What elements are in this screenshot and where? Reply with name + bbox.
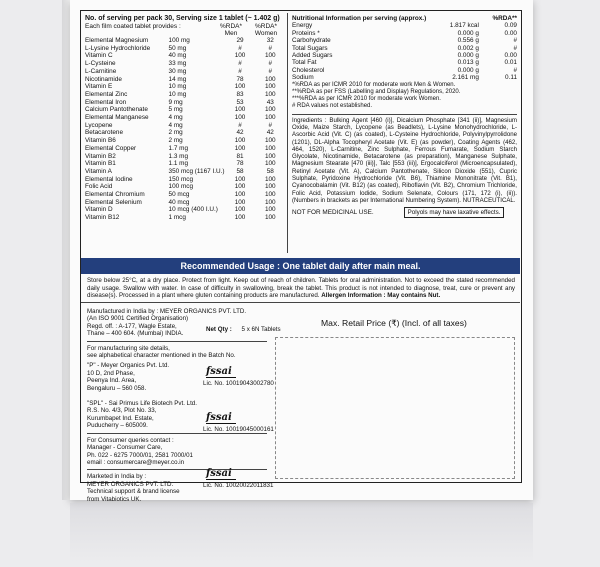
nutrient-name: Vitamin A <box>85 167 112 175</box>
table-row <box>85 145 285 153</box>
net-quantity <box>206 326 281 333</box>
nutrient-name: L-Lysine Hydrochloride <box>85 44 151 52</box>
divider <box>87 469 267 470</box>
not-medicinal-note: NOT FOR MEDICINAL USE. <box>292 209 374 217</box>
rda-women: # <box>268 60 273 68</box>
net-qty-label: Net Qty : <box>206 326 232 333</box>
ingredients-text: Ingredients : Bulking Agent [460 (i)], Dicalcium Phosphate [341 (ii)], Magnesium Oxide, Maize Starch, Lycopene (as Beadlets), L-Lysine Monohydrochloride, L-Ascorbic Acid (Vit. C) (as coated), L-Cysteine Hydrochloride, Polyvinylpyrrolidone (1201), DL-Alpha Tocopheryl Acetate (Vit. E) (as powder), Coating Agents (462, 464, 1520), L-Carnitine, Zinc Sulphate, Ferrous Fumarate, Sodium Starch Glycolate, Nicotinamide, Betacarotene (as preparation), Manganese Sulphate, Magnesium Stearate [470 (iii)], Talc [553 (iii)], Ergocalciferol (Microencapsulated), Retinyl Acetate (Vit. A), Calcium Pantothenate, Silicon Dioxide (551), Cupric Sulphate, Pyridoxine Hydrochloride (Vit. B6), Thiamine Mononitrate (Vit. B1), Cyanocobalamin (Vit. B12) (as coated), Riboflavin (Vit. B2), Chromium Trichloride, Folic Acid, Potassium Iodide, Sodium Selenate, Colours (171, 172 (i), (ii)). (Numbers in brackets as per International Numbering System). NUTRACEUTICAL. <box>292 114 517 205</box>
col-women-header: %RDA* Women <box>254 23 278 37</box>
nutrition-info-rda: # <box>513 66 517 74</box>
label-frame <box>80 10 522 503</box>
rda-men: 53 <box>236 98 244 106</box>
address-line: "P" - Meyer Organics Pvt. Ltd. <box>87 362 170 370</box>
marketed-line: from Vitabiotics UK. <box>87 495 142 503</box>
address-line: Bengaluru – 560 058. <box>87 384 147 392</box>
rda-men: 100 <box>234 106 246 114</box>
table-row <box>292 59 517 66</box>
table-row <box>85 129 285 137</box>
nutrition-info-rda: 0.11 <box>505 74 517 82</box>
nutrient-qty: 4 mg <box>168 121 183 129</box>
address-line: R.S. No. 4/3, Plot No. 33, <box>87 407 157 415</box>
nutrient-name: Elemental Iodine <box>85 175 133 183</box>
rda-women: 100 <box>264 83 276 91</box>
rda-men: 78 <box>236 160 244 168</box>
rda-men: 83 <box>236 90 244 98</box>
rda-women: 100 <box>264 206 276 214</box>
table-row <box>292 45 517 52</box>
fssai-logo: fssai <box>206 468 232 479</box>
table-row <box>85 206 285 214</box>
rda-women: 42 <box>266 129 274 137</box>
nutrition-info-rda: # <box>513 44 517 52</box>
nutrient-name: Folic Acid <box>85 183 113 191</box>
nutrient-name: L-Carnitine <box>85 67 117 75</box>
address-line: "SPL" - Sai Primus Life Biotech Pvt. Ltd. <box>87 400 197 408</box>
nutrition-info-table <box>292 15 517 82</box>
rda-women: 100 <box>264 183 276 191</box>
table-row <box>292 30 517 37</box>
warning-text: Store below 25°C, at a dry place. Protect from light. Keep out of reach of children. Tablets for oral administration. Not to exceed the stated recommended daily usage. Swallow with water. In case of difficulty in swallowing, break the tablet. This product is not intended to diagnose, treat, cure or prevent any disease(s). Processed in a plant where gluten containing products are manufactured. <box>87 277 515 300</box>
table-row <box>85 176 285 184</box>
rda-women: 100 <box>264 114 276 122</box>
nutrition-info-name: Energy <box>292 22 313 30</box>
table-row <box>85 68 285 76</box>
batch-stamp-area <box>275 337 515 479</box>
manufacturer-line: Manufactured in India by : MEYER ORGANICS PVT. LTD. <box>87 308 247 315</box>
rda-men: 100 <box>234 144 246 152</box>
rda-men: 58 <box>236 167 244 175</box>
table-row <box>85 83 285 91</box>
rda-note: **%RDA as per FSS (Labelling and Display) Regulations, 2020. <box>292 88 461 95</box>
nutrient-name: Elemental Chromium <box>85 191 145 199</box>
nutrient-qty: 1.7 mg <box>168 144 189 152</box>
nutrient-qty: 4 mg <box>168 114 183 122</box>
table-row <box>85 99 285 107</box>
nutrient-name: Elemental Selenium <box>85 198 142 206</box>
nutrition-info-title: Nutritional Information per serving (approx.) <box>292 15 427 22</box>
rda-men: 100 <box>234 52 246 60</box>
nutrient-qty: 40 mcg <box>168 198 190 206</box>
manufacturer-line: (An ISO 9001 Certified Organisation) <box>87 315 189 323</box>
table-row <box>85 76 285 84</box>
rda-women: 100 <box>264 160 276 168</box>
rda-women: 43 <box>266 98 274 106</box>
net-qty-value: 5 x 6N Tablets <box>241 326 281 333</box>
nutrient-name: Lycopene <box>85 121 113 129</box>
nutrient-qty: 350 mcg (1167 I.U.) <box>168 167 225 175</box>
rda-men: 100 <box>234 137 246 145</box>
nutrition-info-rda: 0.09 <box>504 22 517 30</box>
nutrient-qty: 14 mg <box>168 75 187 83</box>
nutrient-qty: 50 mg <box>168 44 187 52</box>
nutrition-info-rda: 0.01 <box>504 59 517 67</box>
nutrition-info-right <box>292 15 517 218</box>
nutrition-info-name: Carbohydrate <box>292 37 331 45</box>
rda-women: 100 <box>264 137 276 145</box>
rda-women: 100 <box>264 152 276 160</box>
rda-notes <box>292 82 517 110</box>
nutrient-name: Elemental Magnesium <box>85 37 149 44</box>
rda-men: 100 <box>234 191 246 199</box>
nutrition-info-qty: 0.000 g <box>457 29 479 37</box>
nutrition-info-qty: 0.002 g <box>457 44 479 52</box>
consumer-line: Manager - Consumer Care, <box>87 444 163 452</box>
nutrient-name: Vitamin B2 <box>85 152 116 160</box>
address-line: 10 D, 2nd Phase, <box>87 369 135 377</box>
table-row <box>85 114 285 122</box>
nutrition-info-qty: 0.000 g <box>457 52 479 60</box>
rda-men: 78 <box>236 75 244 83</box>
nutrient-qty: 10 mg <box>168 90 187 98</box>
nutrition-section <box>81 11 520 257</box>
rda-women: # <box>268 67 273 75</box>
table-row <box>85 91 285 99</box>
table-row <box>85 183 285 191</box>
nutrition-info-qty: 0.013 g <box>457 59 479 67</box>
marketed-line: MEYER ORGANICS PVT. LTD. <box>87 480 174 488</box>
nutrient-qty: 33 mg <box>168 60 187 68</box>
rda-women: 100 <box>264 198 276 206</box>
table-row <box>292 52 517 59</box>
rda-women: 100 <box>264 191 276 199</box>
table-row <box>85 60 285 68</box>
nutrition-info-name: Total Sugars <box>292 44 328 52</box>
nutrition-info-qty: 0.556 g <box>457 37 479 45</box>
rda-men: 100 <box>234 214 246 222</box>
nutrient-qty: 10 mg <box>168 83 187 91</box>
table-row <box>85 52 285 60</box>
storage-warning <box>87 277 515 300</box>
table-row <box>85 106 285 114</box>
nutrient-qty: 1.1 mg <box>168 160 189 168</box>
allergen-text: Allergen Information : May contains Nut. <box>321 292 441 300</box>
column-divider <box>287 13 288 253</box>
rda-men: # <box>238 44 242 52</box>
nutrient-name: Vitamin E <box>85 83 113 91</box>
nutrition-info-name: Total Fat <box>292 59 317 67</box>
rda-women: # <box>268 121 273 129</box>
manufacturer-line: Thane – 400 604. (Mumbai) INDIA. <box>87 330 184 338</box>
nutrient-name: Vitamin C <box>85 52 113 60</box>
rda-col-header: %RDA** <box>492 15 517 22</box>
nutrient-name: Calcium Pantothenate <box>85 106 148 114</box>
rda-women: 100 <box>264 75 276 83</box>
rda-women: 100 <box>264 175 276 183</box>
nutrient-qty: 2 mg <box>168 137 183 145</box>
nutrition-info-rda: # <box>513 37 517 45</box>
consumer-care <box>87 437 267 467</box>
nutrient-qty: 9 mg <box>168 98 183 106</box>
table-row <box>292 74 517 81</box>
nutrient-name: Nicotinamide <box>85 75 122 83</box>
address-line: Peenya Ind. Area, <box>87 377 137 385</box>
nutrient-name: Vitamin B12 <box>85 214 120 222</box>
table-row <box>85 37 285 45</box>
address-line: Puducherry – 605009. <box>87 422 148 430</box>
carton-side-edge <box>62 0 70 500</box>
manufacturer-block <box>87 308 267 503</box>
divider <box>81 302 520 303</box>
nutrient-name: Vitamin B1 <box>85 160 116 168</box>
polyols-warning: Polyols may have laxative effects. <box>404 207 505 218</box>
table-row <box>292 67 517 74</box>
manufacturer-lines <box>87 308 267 338</box>
site-line: For manufacturing site details, <box>87 344 170 352</box>
nutrition-info-qty: 1.817 kcal <box>449 22 479 30</box>
nutrient-qty: 2 mg <box>168 129 183 137</box>
table-row <box>85 153 285 161</box>
rda-note: *%RDA as per ICMR 2010 for moderate work Men & Women. <box>292 81 456 88</box>
nutrition-info-qty: 2.161 mg <box>452 74 479 82</box>
rda-note: ***%RDA as per ICMR 2010 for moderate work Women. <box>292 95 441 102</box>
nutrition-table-left <box>85 15 285 222</box>
nutrient-qty: 10 mcg (400 I.U.) <box>168 206 218 214</box>
nutrient-name: Vitamin D <box>85 206 113 214</box>
rda-men: 100 <box>234 198 246 206</box>
license-number: Lic. No. 10019045000161 <box>203 426 274 433</box>
site-p-address <box>87 362 267 392</box>
table-row <box>85 137 285 145</box>
rda-men: 100 <box>234 206 246 214</box>
nutrient-qty: 100 mcg <box>168 183 194 191</box>
license-number: Lic. No. 10019043002780 <box>203 380 274 387</box>
sub-label: Each film coated tablet provides : <box>85 23 181 30</box>
nutrient-name: Vitamin B6 <box>85 137 116 145</box>
marketed-line: Technical support & brand license <box>87 488 180 496</box>
col-men-header: %RDA* Men <box>219 23 243 37</box>
nutrition-info-name: Sodium <box>292 74 314 82</box>
rda-men: 29 <box>236 37 244 44</box>
nutrient-qty: 1 mcg <box>168 214 186 222</box>
table-row <box>85 160 285 168</box>
rda-men: 100 <box>234 183 246 191</box>
rda-women: 100 <box>264 90 276 98</box>
marketed-line: Marketed in India by : <box>87 473 147 481</box>
rda-women: 32 <box>266 37 274 44</box>
table-row <box>292 37 517 44</box>
license-number: Lic. No. 10020022011831 <box>203 482 274 489</box>
table-row <box>85 191 285 199</box>
rda-men: # <box>238 121 242 129</box>
table-row <box>85 199 285 207</box>
nutrition-info-rda: 0.00 <box>504 52 517 60</box>
table-row <box>85 168 285 176</box>
table-row <box>85 214 285 222</box>
table-row <box>85 122 285 130</box>
rda-men: 81 <box>236 152 244 160</box>
table-header <box>85 23 285 37</box>
rda-women: 100 <box>264 214 276 222</box>
table-row <box>85 45 285 53</box>
nutrient-name: Betacarotene <box>85 129 124 137</box>
nutrient-qty: 1.3 mg <box>168 152 189 160</box>
usage-band: Recommended Usage : One tablet daily after main meal. <box>81 258 520 274</box>
manufacturer-line: Regd. off. : A-177, Wagle Estate, <box>87 322 177 330</box>
nutrition-info-name: Added Sugars <box>292 52 333 60</box>
divider <box>87 341 267 342</box>
rda-women: # <box>268 44 273 52</box>
consumer-line: For Consumer queries contact : <box>87 436 174 444</box>
consumer-line: Ph. 022 - 6275 7000/01, 2581 7000/01 <box>87 451 193 459</box>
rda-women: 100 <box>264 52 276 60</box>
fssai-logo: fssai <box>206 412 232 423</box>
nutrition-info-qty: 0.000 g <box>457 66 479 74</box>
nutrient-name: Elemental Zinc <box>85 90 128 98</box>
rda-men: # <box>238 60 242 68</box>
table-row <box>292 15 517 22</box>
fssai-logo: fssai <box>206 366 232 377</box>
nutrition-info-rda: 0.00 <box>504 29 517 37</box>
carton-reflection <box>70 503 533 563</box>
medicinal-row <box>292 207 517 218</box>
nutrient-qty: 100 mg <box>168 37 190 44</box>
nutrient-qty: 50 mcg <box>168 191 190 199</box>
table-row <box>292 22 517 29</box>
nutrient-table <box>85 37 285 222</box>
rda-men: 42 <box>236 129 244 137</box>
mrp-label: Max. Retail Price (₹) (Incl. of all taxes) <box>321 318 467 328</box>
nutrient-qty: 30 mg <box>168 67 187 75</box>
nutrient-qty: 40 mg <box>168 52 187 60</box>
site-line: see alphabetical character mentioned in the Batch No. <box>87 352 236 360</box>
nutrient-name: L-Cysteine <box>85 60 116 68</box>
rda-men: 100 <box>234 114 246 122</box>
nutrition-info-name: Proteins * <box>292 29 320 37</box>
nutrition-info-name: Cholesterol <box>292 66 325 74</box>
nutrient-name: Elemental Iron <box>85 98 127 106</box>
site-lines <box>87 345 267 360</box>
address-line: Kurumbapet Ind. Estate, <box>87 414 154 422</box>
consumer-line: email : consumercare@meyer.co.in <box>87 458 185 466</box>
rda-women: 100 <box>264 144 276 152</box>
rda-men: 100 <box>234 83 246 91</box>
rda-women: 58 <box>266 167 274 175</box>
nutrient-qty: 150 mcg <box>168 175 194 183</box>
serving-title: No. of serving per pack 30, Serving size 1 tablet (~ 1.402 g) <box>85 15 280 22</box>
rda-men: 100 <box>234 175 246 183</box>
rda-men: # <box>238 67 242 75</box>
nutrient-name: Elemental Copper <box>85 144 137 152</box>
nutrient-name: Elemental Manganese <box>85 114 149 122</box>
nutrient-qty: 5 mg <box>168 106 183 114</box>
rda-note: # RDA values not established. <box>292 102 373 109</box>
rda-women: 100 <box>264 106 276 114</box>
product-carton-back <box>70 0 533 503</box>
